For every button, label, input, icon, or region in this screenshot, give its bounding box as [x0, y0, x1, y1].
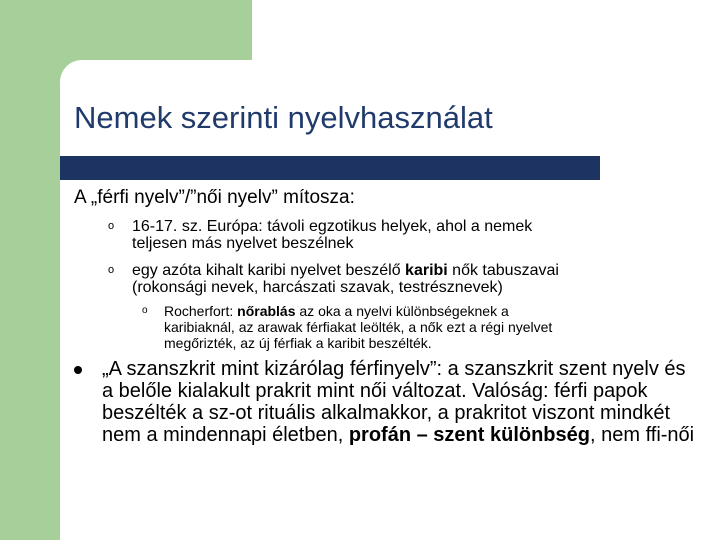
- list-item-line: egy azóta kihalt karibi nyelvet beszélő karibi nők tabuszavai: [132, 262, 559, 279]
- list-item: [108, 218, 533, 252]
- list-item: [108, 262, 559, 296]
- main-point-bold: profán – szent különbség: [348, 424, 590, 446]
- title-underline-bar: [60, 156, 600, 180]
- slide-title: Nemek szerinti nyelvhasználat: [74, 100, 493, 135]
- main-bullet-item: [102, 358, 702, 446]
- slide-heading: A „férfi nyelv”/”női nyelv” mítosza:: [74, 187, 355, 208]
- list-item-line: teljesen más nyelvet beszélnek: [132, 235, 354, 252]
- sub-list-item-line: megőrizték, az új férfiak a karibit beszélték.: [164, 335, 432, 351]
- bullet-icon: o: [108, 220, 115, 232]
- sub-list-item-line: karibiaknál, az arawak férfiakat leölték, a nők ezt a régi nyelvet: [164, 319, 553, 335]
- main-point-tail: , nem ffi-női: [590, 424, 695, 446]
- sub-list-item: [142, 303, 553, 351]
- bullet-icon: o: [108, 264, 115, 276]
- list-item-line: (rokonsági nevek, harcászati szavak, testrésznevek): [132, 279, 503, 296]
- bullet-dot-icon: [74, 366, 82, 374]
- main-point-text: „A szanszkrit mint kizárólag férfinyelv”: a szanszkrit szent nyelv és a belőle kialakult prakrit mint női változat. Valóság: férfi papok beszélték a sz-ot rituális alkalmakkor, a prakritot viszont mindkét nem a mindennapi életben,: [102, 358, 686, 446]
- list-item-line: 16-17. sz. Európa: távoli egzotikus helyek, ahol a nemek: [132, 218, 533, 235]
- bullet-icon: o: [142, 305, 148, 316]
- sub-list-item-line: Rocherfort: nőrablás az oka a nyelvi különbségeknek a: [164, 303, 509, 319]
